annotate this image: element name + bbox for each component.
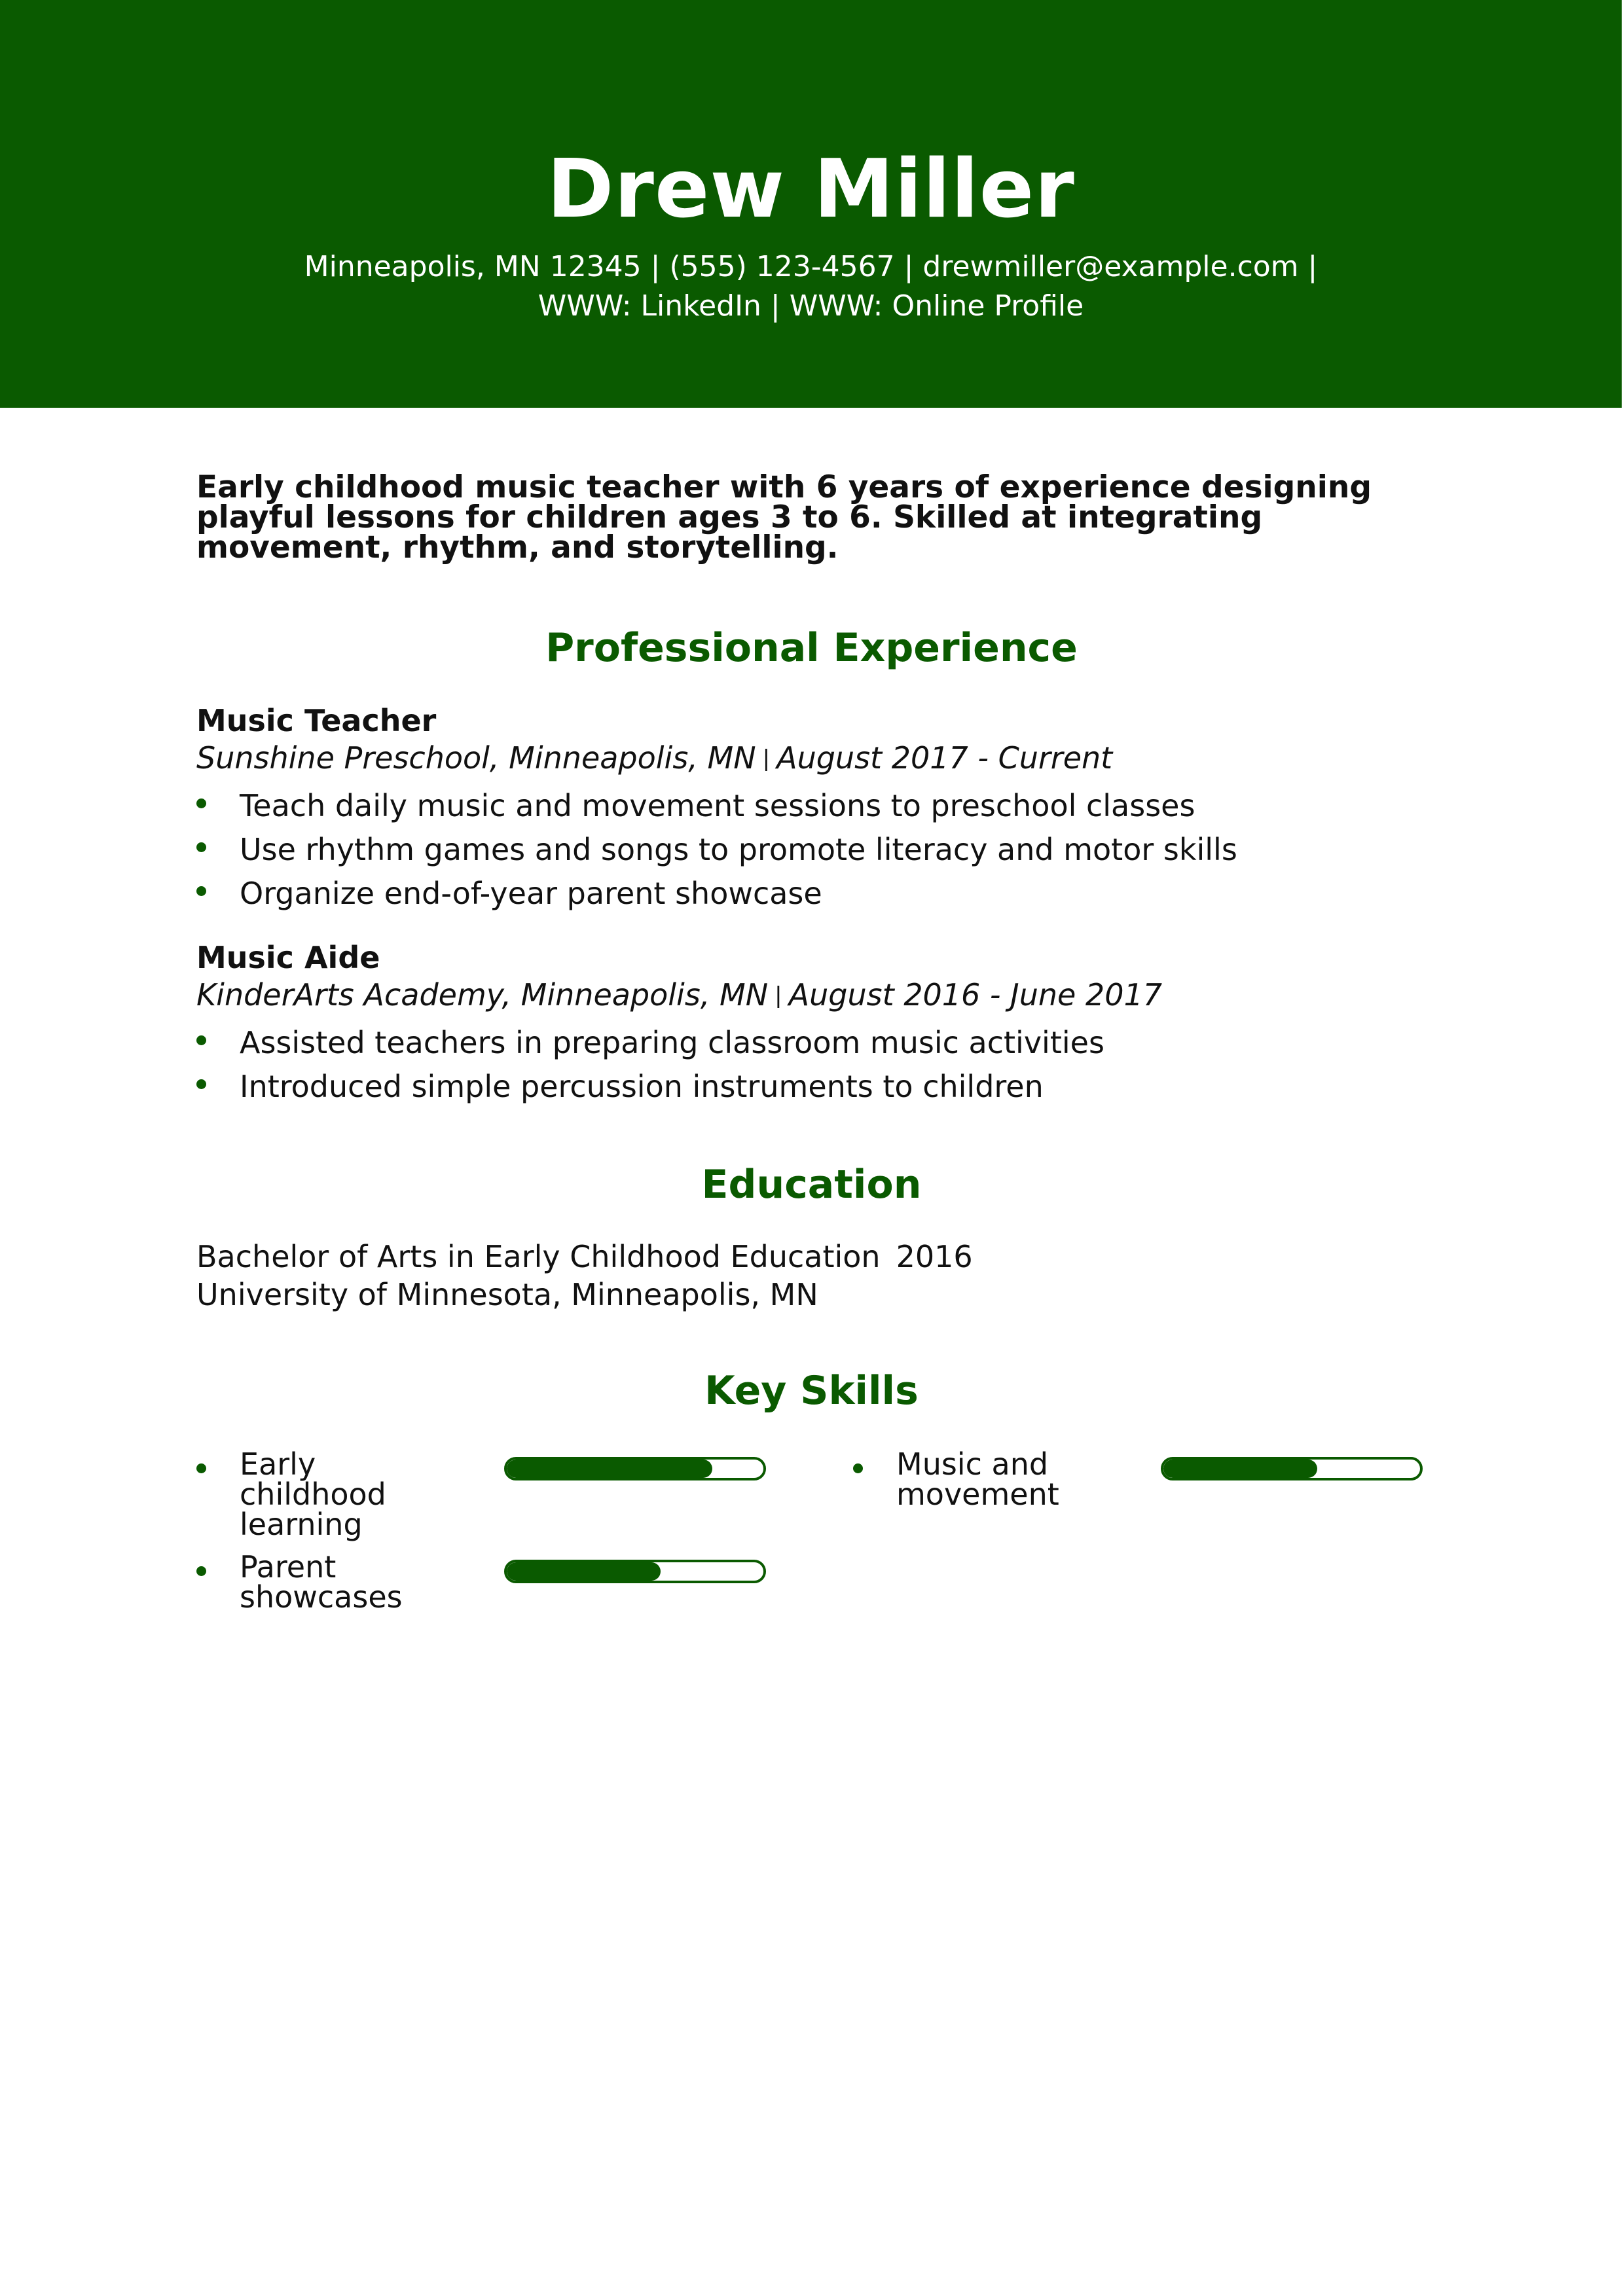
skill-name: Music and movement [896, 1446, 1059, 1512]
job-employer: KinderArts Academy, Minneapolis, MN [196, 977, 769, 1013]
skill-level-fill [1163, 1460, 1317, 1478]
list-item: Assisted teachers in preparing classroom music activities [196, 1021, 1104, 1065]
education-entry [196, 1238, 973, 1314]
job-bullets [196, 1021, 1104, 1109]
contact-info [0, 247, 1622, 326]
separator: | [762, 745, 771, 772]
professional-summary: Early childhood music teacher with 6 years of experience designing playful lessons for children ages 3 to 6. Skilled at integrating movement, rhythm, and storytelling. [196, 469, 1372, 565]
skill-level-bar [504, 1560, 766, 1583]
bullet-dot [196, 1463, 206, 1473]
job-bullets [196, 784, 1237, 916]
job-title: Music Aide [196, 940, 380, 975]
degree-line [196, 1238, 973, 1276]
bullet-dot [853, 1463, 863, 1473]
skills-heading: Key Skills [704, 1368, 919, 1414]
skill-name: Early childhood learning [240, 1446, 386, 1542]
skill-level-fill [507, 1460, 712, 1478]
resume-header [0, 0, 1622, 408]
job-dates: August 2016 - June 2017 [788, 977, 1162, 1013]
contact-line-1: Minneapolis, MN 12345 | (555) 123-4567 | drewmiller@example.com | [304, 250, 1318, 283]
contact-line-2: WWW: LinkedIn | WWW: Online Profile [538, 289, 1084, 323]
job-title: Music Teacher [196, 703, 437, 738]
job-employer: Sunshine Preschool, Minneapolis, MN [196, 740, 756, 776]
graduation-year: 2016 [896, 1239, 973, 1274]
job-meta [196, 740, 1112, 777]
list-item: Use rhythm games and songs to promote literacy and motor skills [196, 828, 1237, 872]
bullet-dot [196, 1566, 206, 1576]
list-item: Teach daily music and movement sessions to preschool classes [196, 784, 1237, 828]
list-item: Introduced simple percussion instruments to children [196, 1065, 1104, 1109]
job-meta [196, 977, 1162, 1014]
candidate-name: Drew Miller [547, 143, 1075, 236]
skill-level-fill [507, 1562, 661, 1581]
skill-level-bar [1161, 1457, 1423, 1480]
education-heading: Education [701, 1162, 922, 1208]
list-item: Organize end-of-year parent showcase [196, 872, 1237, 916]
skill-name: Parent showcases [240, 1549, 403, 1615]
separator: | [775, 982, 782, 1009]
experience-heading: Professional Experience [545, 625, 1078, 671]
job-dates: August 2017 - Current [776, 740, 1113, 776]
degree: Bachelor of Arts in Early Childhood Education [196, 1239, 881, 1274]
skill-level-bar [504, 1457, 766, 1480]
school: University of Minnesota, Minneapolis, MN [196, 1277, 818, 1312]
